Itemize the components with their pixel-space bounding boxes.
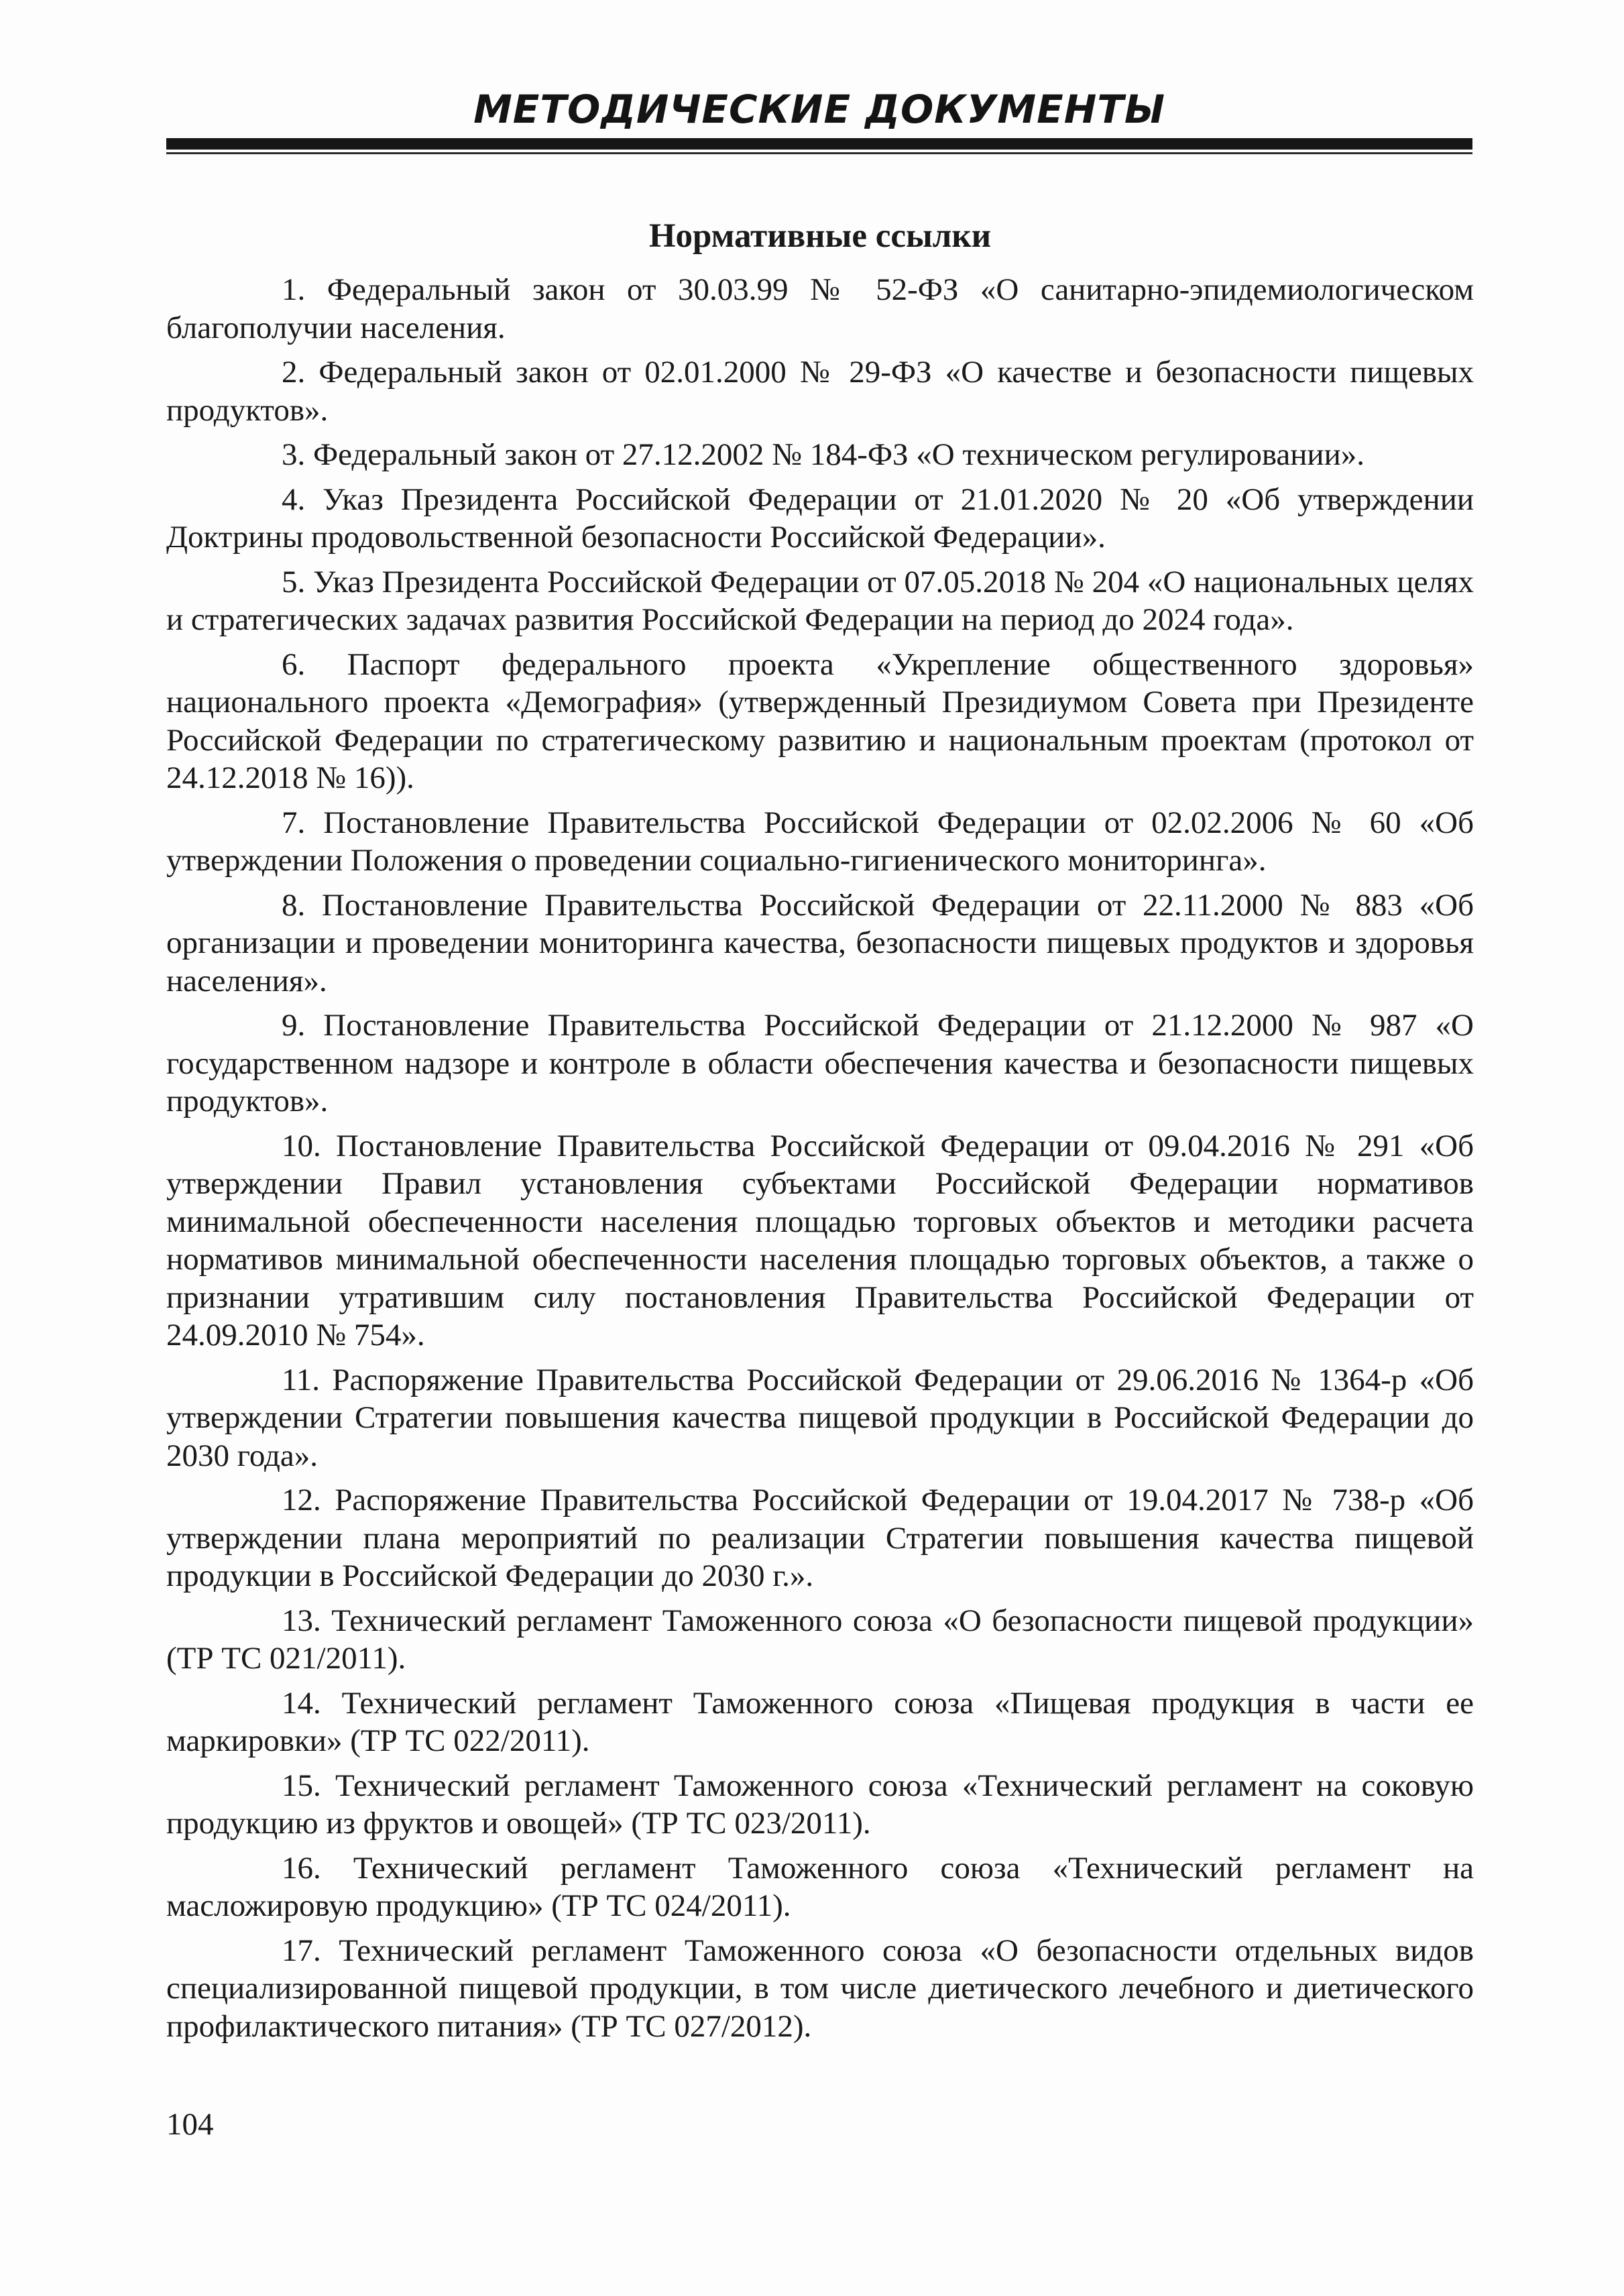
- section-title: Нормативные ссылки: [648, 217, 992, 255]
- reference-item: 7. Постановление Правительства Российской Федерации от 02.02.2006 № 60 «Об утверждении Положения о проведении социально-гигиенического мониторинга».: [166, 805, 1474, 878]
- reference-item: 11. Распоряжение Правительства Российской Федерации от 29.06.2016 № 1364-р «Об утверждении Стратегии повышения качества пищевой продукции в Российской Федерации до 2030 года».: [166, 1362, 1474, 1473]
- reference-item: 6. Паспорт федерального проекта «Укрепление общественного здоровья» национального проекта «Демография» (утвержденный Президиумом Совета при Президенте Российской Федерации по стратегическому развитию и национальным проектам (протокол от 24.12.2018 № 16)).: [166, 646, 1474, 795]
- reference-item: 2. Федеральный закон от 02.01.2000 № 29-ФЗ «О качестве и безопасности пищевых продуктов».: [166, 355, 1474, 428]
- reference-item: 15. Технический регламент Таможенного союза «Технический регламент на соковую продукцию из фруктов и овощей» (ТР ТС 023/2011).: [166, 1768, 1474, 1841]
- header-rule-thin: [166, 152, 1472, 154]
- reference-item: 4. Указ Президента Российской Федерации от 21.01.2020 № 20 «Об утверждении Доктрины продовольственной безопасности Российской Федерации».: [166, 481, 1474, 555]
- reference-item: 12. Распоряжение Правительства Российской Федерации от 19.04.2017 № 738-р «Об утверждении плана мероприятий по реализации Стратегии повышения качества пищевой продукции в Российской Федерации до 2030 г.».: [166, 1483, 1474, 1593]
- reference-item: 14. Технический регламент Таможенного союза «Пищевая продукция в части ее маркировки» (ТР ТС 022/2011).: [166, 1685, 1474, 1758]
- reference-item: 8. Постановление Правительства Российской Федерации от 22.11.2000 № 883 «Об организации и проведении мониторинга качества, безопасности пищевых продуктов и здоровья населения».: [166, 887, 1474, 998]
- reference-item: 9. Постановление Правительства Российской Федерации от 21.12.2000 № 987 «О государственном надзоре и контроле в области обеспечения качества и безопасности пищевых продуктов».: [166, 1008, 1474, 1118]
- running-header: [166, 86, 1472, 154]
- reference-item: 5. Указ Президента Российской Федерации от 07.05.2018 № 204 «О национальных целях и стратегических задачах развития Российской Федерации на период до 2024 года».: [166, 564, 1474, 637]
- document-body: [166, 216, 1474, 2052]
- header-rule-thick: [166, 138, 1472, 150]
- header-title: МЕТОДИЧЕСКИЕ ДОКУМЕНТЫ: [473, 87, 1165, 132]
- reference-item: 1. Федеральный закон от 30.03.99 № 52-ФЗ «О санитарно-эпидемиологическом благополучии населения.: [166, 272, 1474, 345]
- reference-item: 10. Постановление Правительства Российской Федерации от 09.04.2016 № 291 «Об утверждении Правил установления субъектами Российской Федерации нормативов минимальной обеспеченности населения площадью торговых объектов и методики расчета нормативов минимальной обеспеченности населения площадью торговых объектов, а также о признании утратившим силу постановления Правительства Российской Федерации от 24.09.2010 № 754».: [166, 1128, 1474, 1353]
- reference-item: 13. Технический регламент Таможенного союза «О безопасности пищевой продукции» (ТР ТС 021/2011).: [166, 1603, 1474, 1676]
- reference-item: 17. Технический регламент Таможенного союза «О безопасности отдельных видов специализированной пищевой продукции, в том числе диетического лечебного и диетического профилактического питания» (ТР ТС 027/2012).: [166, 1933, 1474, 2044]
- reference-item: 3. Федеральный закон от 27.12.2002 № 184-ФЗ «О техническом регулировании».: [282, 437, 1365, 472]
- reference-item: 16. Технический регламент Таможенного союза «Технический регламент на масложировую продукцию» (ТР ТС 024/2011).: [166, 1850, 1474, 1923]
- page-number: 104: [166, 2107, 214, 2142]
